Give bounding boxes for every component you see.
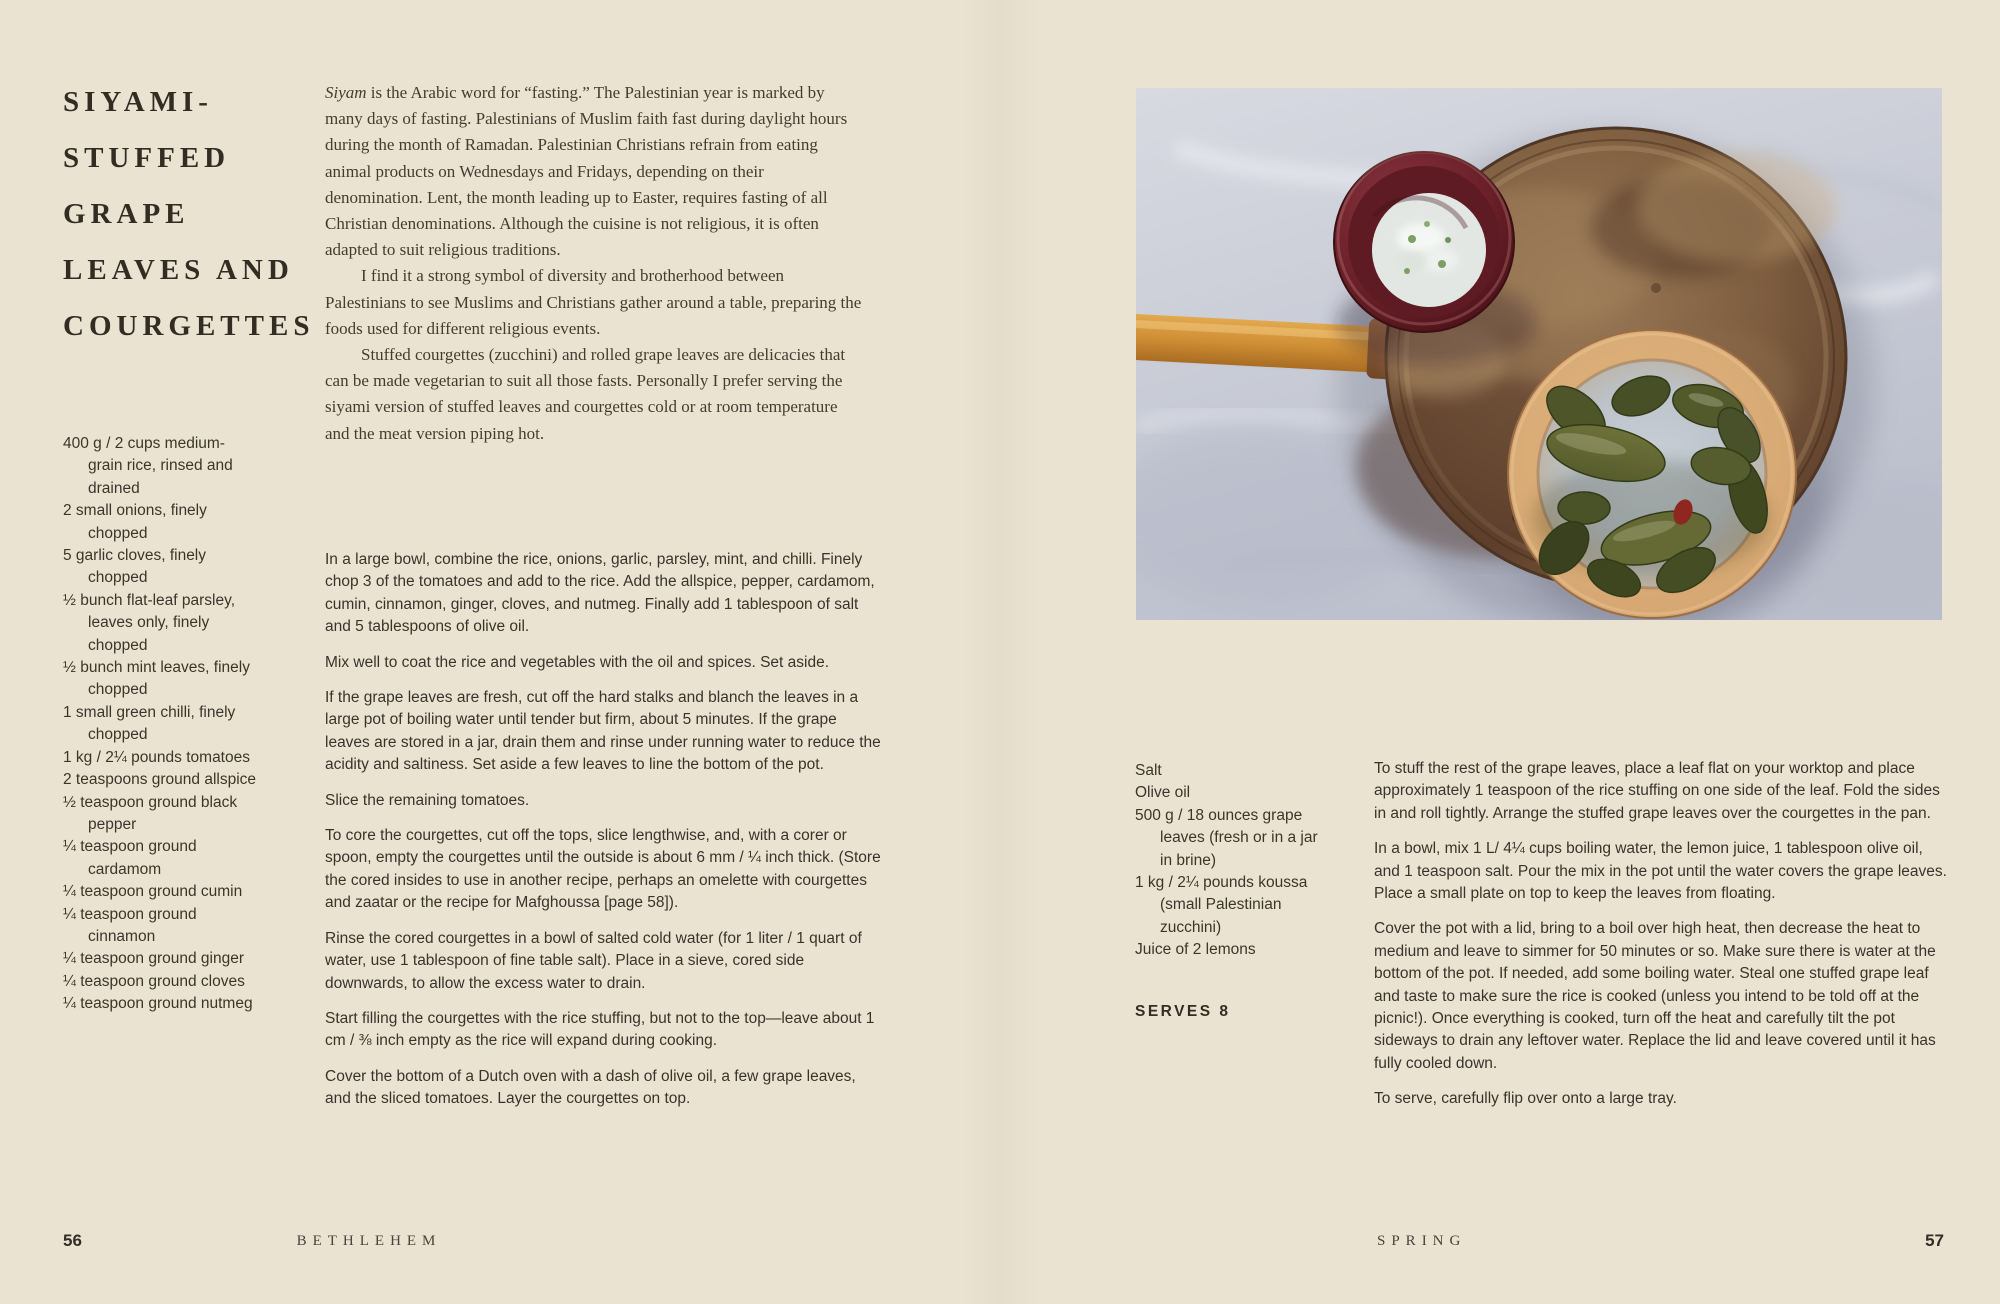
ingredient-item: ¼ teaspoon ground cinnamon: [63, 905, 197, 945]
method-paragraph: Start filling the courgettes with the rice stuffing, but not to the top—leave about 1 cm / ⅜ inch empty as the rice will expand during cooking.: [325, 1009, 875, 1050]
method-paragraph: Cover the pot with a lid, bring to a boil over high heat, then decrease the heat to medium and leave to simmer for 50 minutes or so. Make sure there is water at the bottom of the pot. If needed, add some boiling water. Steal one stuffed grape leaf and taste to make sure the rice is cooked (unless you intend to be told off at the picnic!). Once everything is cooked, turn off the heat and carefully tilt the pot sideways to drain any leftover water. Replace the lid and leave covered until it has fully cooled down.: [1374, 920, 1936, 1072]
recipe-title-line: SIYAMI-: [63, 86, 213, 118]
recipe-intro: [325, 80, 862, 447]
food-photo: [1136, 88, 1942, 620]
ingredient-item: ¼ teaspoon ground ginger: [63, 950, 244, 968]
method-steps-left: [325, 549, 881, 1124]
intro-lead-word: Siyam: [325, 83, 367, 102]
ingredient-item: Juice of 2 lemons: [1135, 941, 1256, 959]
page-gutter: [960, 0, 1040, 1304]
method-paragraph: If the grape leaves are fresh, cut off the hard stalks and blanch the leaves in a large pot of boiling water until tender but firm, about 5 minutes. If the grape leaves are stored in a jar, drain them and rinse under running water to reduce the acidity and saltiness. Set aside a few leaves to line the bottom of the pot.: [325, 689, 881, 774]
page-number-left: 56: [63, 1231, 82, 1250]
ingredient-item: 400 g / 2 cups medium-grain rice, rinsed and drained: [63, 435, 233, 497]
method-paragraph: To core the courgettes, cut off the tops, slice lengthwise, and, with a corer or spoon, empty the courgettes until the outside is about 6 mm / ¼ inch thick. (Store the cored insides to use in another recipe, perhaps an omelette with courgettes and zaatar or the recipe for Mafghoussa [page 58]).: [325, 827, 881, 912]
ingredient-item: 5 garlic cloves, finely chopped: [63, 547, 207, 587]
method-paragraph: In a large bowl, combine the rice, onions, garlic, parsley, mint, and chilli. Finely chop 3 of the tomatoes and add to the rice. Add the allspice, pepper, cardamom, cumin, cinnamon, ginger, cloves, and nutmeg. Finally add 1 tablespoon of salt and 5 tablespoons of olive oil.: [325, 551, 875, 636]
page-number-right: 57: [1925, 1231, 1944, 1250]
intro-paragraph-1: [325, 80, 862, 263]
ingredient-item: 2 teaspoons ground allspice: [63, 771, 257, 789]
recipe-title: [63, 74, 343, 354]
method-steps-right: [1374, 758, 1950, 1124]
ingredient-item: Olive oil: [1135, 784, 1191, 802]
recipe-title-line: STUFFED: [63, 142, 231, 174]
ingredient-item: ½ teaspoon ground black pepper: [63, 793, 238, 833]
ingredient-item: ¼ teaspoon ground nutmeg: [63, 995, 253, 1013]
intro-paragraph-3: Stuffed courgettes (zucchini) and rolled grape leaves are delicacies that can be made vegetarian to suit all those fasts. Personally I prefer serving the siyami version of stuffed leaves and courgettes cold or at room temperature and the meat version piping hot.: [325, 345, 846, 443]
ingredients-list-main: [63, 433, 259, 1016]
recipe-title-line: LEAVES AND: [63, 254, 294, 286]
intro-paragraph-1-rest: is the Arabic word for “fasting.” The Palestinian year is marked by many days of fasting. Palestinians of Muslim faith fast during daylight hours during the month of Ramadan. Palestinian Christians refrain from eating animal products on Wednesdays and Fridays, depending on their denomination. Lent, the month leading up to Easter, requires fasting of all Christian denominations. Although the cuisine is not religious, it is often adapted to suit religious traditions.: [325, 83, 848, 260]
method-paragraph: Rinse the cored courgettes in a bowl of salted cold water (for 1 liter / 1 quart of water, use 1 tablespoon of fine table salt). Place in a sieve, cored side downwards, to allow the excess water to drain.: [325, 929, 862, 992]
intro-paragraph-2: I find it a strong symbol of diversity and brotherhood between Palestinians to see Muslims and Christians gather around a table, preparing the foods used for different religious events.: [325, 266, 862, 338]
recipe-title-line: COURGETTES: [63, 310, 315, 342]
ingredient-item: ½ bunch flat-leaf parsley, leaves only, finely chopped: [63, 591, 236, 654]
ingredient-item: 1 small green chilli, finely chopped: [63, 703, 236, 744]
chapter-label-left: BETHLEHEM: [296, 1233, 442, 1249]
method-paragraph: Cover the bottom of a Dutch oven with a dash of olive oil, a few grape leaves, and the sliced tomatoes. Layer the courgettes on top.: [325, 1067, 856, 1108]
chapter-label-right: SPRING: [1377, 1233, 1467, 1249]
method-paragraph: Mix well to coat the rice and vegetables with the oil and spices. Set aside.: [325, 653, 830, 671]
serves-label: SERVES 8: [1135, 1003, 1231, 1020]
ingredient-item: 1 kg / 2¼ pounds koussa (small Palestinian zucchini): [1135, 874, 1308, 936]
recipe-title-line: GRAPE: [63, 198, 190, 230]
ingredient-item: 500 g / 18 ounces grape leaves (fresh or in a jar in brine): [1135, 806, 1318, 869]
method-paragraph: To stuff the rest of the grape leaves, place a leaf flat on your worktop and place approximately 1 teaspoon of the rice stuffing on one side of the leaf. Fold the sides in and roll tightly. Arrange the stuffed grape leaves over the courgettes in the pan.: [1374, 760, 1940, 822]
method-paragraph: Slice the remaining tomatoes.: [325, 791, 530, 809]
ingredient-item: ¼ teaspoon ground cloves: [63, 972, 245, 990]
ingredient-item: ½ bunch mint leaves, finely chopped: [63, 659, 250, 699]
ingredient-item: Salt: [1135, 762, 1162, 779]
ingredient-item: ¼ teaspoon ground cumin: [63, 883, 243, 901]
ingredient-item: ¼ teaspoon ground cardamom: [63, 838, 197, 878]
ingredient-item: 2 small onions, finely chopped: [63, 502, 207, 542]
ingredient-item: 1 kg / 2¼ pounds tomatoes: [63, 748, 250, 766]
method-paragraph: In a bowl, mix 1 L/ 4¼ cups boiling water, the lemon juice, 1 tablespoon olive oil, and 1 teaspoon salt. Pour the mix in the pot until the water covers the grape leaves. Place a small plate on top to keep the leaves from floating.: [1374, 840, 1947, 903]
ingredients-list-secondary: [1135, 760, 1331, 962]
method-paragraph: To serve, carefully flip over onto a large tray.: [1374, 1090, 1677, 1108]
